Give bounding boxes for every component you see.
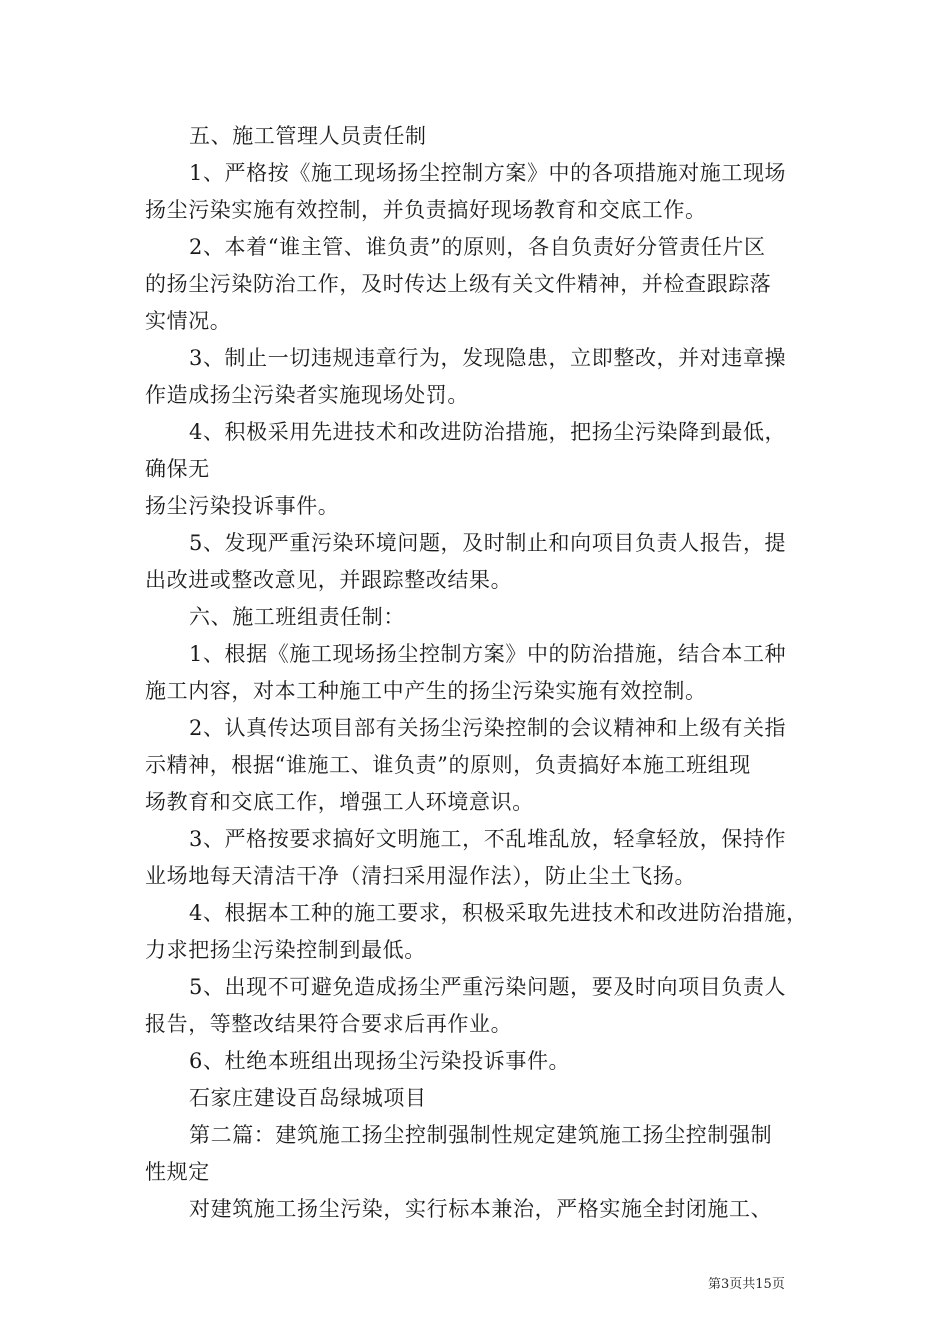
text-line: 3、制止一切违规违章行为，发现隐患，立即整改，并对违章操 (189, 346, 787, 370)
text-line: 4、根据本工种的施工要求，积极采取先进技术和改进防治措施， (189, 901, 808, 925)
text-line: 扬尘污染投诉事件。 (145, 494, 340, 518)
chapter-heading: 第二篇：建筑施工扬尘控制强制性规定建筑施工扬尘控制强制 (189, 1123, 773, 1147)
text-line: 1、根据《施工现场扬尘控制方案》中的防治措施，结合本工种 (189, 642, 787, 666)
section-heading-6: 六、施工班组责任制： (189, 605, 405, 629)
text-line: 2、认真传达项目部有关扬尘污染控制的会议精神和上级有关指 (189, 716, 787, 740)
text-line: 5、发现严重污染环境问题，及时制止和向项目负责人报告，提 (189, 531, 787, 555)
text-line: 1、严格按《施工现场扬尘控制方案》中的各项措施对施工现场 (189, 161, 787, 185)
text-line: 6、杜绝本班组出现扬尘污染投诉事件。 (189, 1049, 571, 1073)
text-line: 力求把扬尘污染控制到最低。 (145, 938, 426, 962)
text-line: 2、本着“谁主管、谁负责”的原则，各自负责好分管责任片区 (189, 235, 766, 259)
text-line: 业场地每天清洁干净（清扫采用湿作法），防止尘土飞扬。 (145, 864, 697, 888)
text-line: 出改进或整改意见，并跟踪整改结果。 (145, 568, 513, 592)
text-line: 报告，等整改结果符合要求后再作业。 (145, 1012, 513, 1036)
text-line: 3、严格按要求搞好文明施工，不乱堆乱放，轻拿轻放，保持作 (189, 827, 787, 851)
text-line: 施工内容，对本工种施工中产生的扬尘污染实施有效控制。 (145, 679, 707, 703)
text-line: 示精神，根据“谁施工、谁负责”的原则，负责搞好本施工班组现 (145, 753, 751, 777)
text-line: 的扬尘污染防治工作，及时传达上级有关文件精神，并检查跟踪落 (145, 272, 772, 296)
text-line: 5、出现不可避免造成扬尘严重污染问题，要及时向项目负责人 (189, 975, 787, 999)
text-line: 扬尘污染实施有效控制，并负责搞好现场教育和交底工作。 (145, 198, 707, 222)
text-line: 性规定 (145, 1160, 210, 1184)
text-line: 实情况。 (145, 309, 232, 333)
text-line: 作造成扬尘污染者实施现场处罚。 (145, 383, 469, 407)
text-line: 场教育和交底工作，增强工人环境意识。 (145, 790, 534, 814)
text-line: 对建筑施工扬尘污染，实行标本兼治，严格实施全封闭施工、 (189, 1197, 773, 1221)
project-name: 石家庄建设百岛绿城项目 (189, 1086, 427, 1110)
text-line: 4、积极采用先进技术和改进防治措施，把扬尘污染降到最低， (189, 420, 787, 444)
text-line: 确保无 (145, 457, 210, 481)
page-number-footer: 第3页共15页 (708, 1277, 785, 1292)
section-heading-5: 五、施工管理人员责任制 (189, 124, 427, 148)
